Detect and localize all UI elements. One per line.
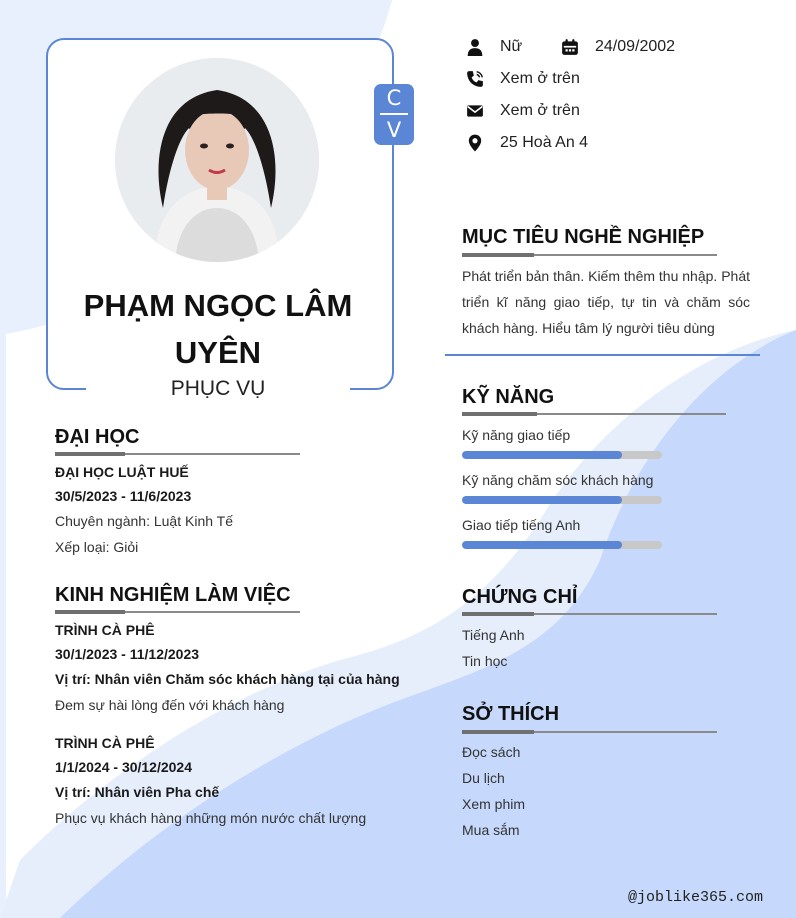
contact-address bbox=[466, 134, 588, 152]
phone-icon bbox=[466, 70, 484, 88]
contact-gender bbox=[466, 38, 522, 56]
skill-label: Giao tiếp tiếng Anh bbox=[462, 517, 581, 533]
left-edge-shade bbox=[0, 0, 6, 918]
gender-value: Nữ bbox=[500, 38, 523, 55]
avatar bbox=[115, 58, 319, 262]
contact-birthday bbox=[561, 38, 675, 56]
experience-dates: 30/1/2023 - 11/12/2023 bbox=[55, 646, 200, 662]
experience-company: TRÌNH CÀ PHÊ bbox=[55, 622, 155, 638]
calendar-icon bbox=[561, 38, 579, 56]
experience-title: KINH NGHIỆM LÀM VIỆC bbox=[55, 584, 291, 606]
certificates-rule bbox=[462, 613, 717, 615]
phone-value: Xem ở trên bbox=[500, 70, 580, 87]
hobbies-title: SỞ THÍCH bbox=[462, 703, 560, 725]
experience-rule bbox=[55, 611, 300, 613]
hobby-item: Đọc sách bbox=[462, 744, 521, 760]
education-major: Chuyên ngành: Luật Kinh Tế bbox=[55, 513, 233, 529]
skill-bar-fill bbox=[462, 451, 622, 459]
certificate-item: Tin học bbox=[462, 653, 508, 669]
email-value: Xem ở trên bbox=[500, 102, 580, 119]
contact-email bbox=[466, 102, 580, 120]
map-pin-icon bbox=[466, 134, 484, 152]
education-grade: Xếp loại: Giỏi bbox=[55, 539, 139, 555]
skills-rule bbox=[462, 413, 726, 415]
envelope-icon bbox=[466, 102, 484, 120]
cv-badge bbox=[374, 84, 414, 145]
experience-desc: Phục vụ khách hàng những món nước chất lượng bbox=[55, 810, 367, 826]
objective-rule bbox=[462, 254, 717, 256]
experience-company: TRÌNH CÀ PHÊ bbox=[55, 735, 155, 751]
objective-text: Phát triển bản thân. Kiếm thêm thu nhập. Phát triển kĩ năng giao tiếp, tự tin và chăm sóc khách hàng. Hiểu tâm lý người tiêu dùng bbox=[462, 268, 750, 336]
education-title: ĐẠI HỌC bbox=[55, 426, 140, 448]
objective-title: MỤC TIÊU NGHỀ NGHIỆP bbox=[462, 226, 705, 248]
skills-title: KỸ NĂNG bbox=[462, 386, 555, 408]
skill-label: Kỹ năng chăm sóc khách hàng bbox=[462, 472, 654, 488]
hobby-item: Du lịch bbox=[462, 770, 505, 786]
contact-phone bbox=[466, 70, 580, 88]
education-rule bbox=[55, 453, 300, 455]
experience-role: Vị trí: Nhân viên Chăm sóc khách hàng tại của hàng bbox=[55, 671, 400, 687]
skill-bar bbox=[462, 451, 662, 459]
experience-role: Vị trí: Nhân viên Pha chế bbox=[55, 784, 220, 800]
skill-label: Kỹ năng giao tiếp bbox=[462, 427, 571, 443]
hobby-item: Mua sắm bbox=[462, 822, 520, 838]
footer-website: @joblike365.com bbox=[628, 889, 764, 906]
candidate-name: PHẠM NGỌC LÂM UYÊN bbox=[83, 288, 353, 370]
experience-dates: 1/1/2024 - 30/12/2024 bbox=[55, 759, 193, 775]
skill-bar bbox=[462, 496, 662, 504]
cv-badge-letter-bottom: V bbox=[386, 117, 402, 142]
address-value: 25 Hoà An 4 bbox=[500, 134, 589, 151]
section-divider bbox=[445, 354, 760, 356]
certificate-item: Tiếng Anh bbox=[462, 627, 525, 643]
skill-bar bbox=[462, 541, 662, 549]
skill-bar-fill bbox=[462, 496, 622, 504]
bottom-right-wave bbox=[60, 330, 796, 918]
certificates-title: CHỨNG CHỈ bbox=[462, 586, 578, 608]
education-school: ĐẠI HỌC LUẬT HUẾ bbox=[55, 464, 189, 480]
cv-badge-letter-top: C bbox=[386, 86, 402, 110]
cv-badge-divider bbox=[380, 113, 408, 115]
experience-desc: Đem sự hài lòng đến với khách hàng bbox=[55, 697, 285, 713]
candidate-position: PHỤC VỤ bbox=[170, 377, 266, 400]
user-icon bbox=[466, 38, 484, 56]
birthday-value: 24/09/2002 bbox=[595, 38, 676, 55]
avatar-photo bbox=[115, 58, 319, 262]
hobbies-rule bbox=[462, 731, 717, 733]
education-dates: 30/5/2023 - 11/6/2023 bbox=[55, 488, 192, 504]
skill-bar-fill bbox=[462, 541, 622, 549]
hobby-item: Xem phim bbox=[462, 796, 526, 812]
